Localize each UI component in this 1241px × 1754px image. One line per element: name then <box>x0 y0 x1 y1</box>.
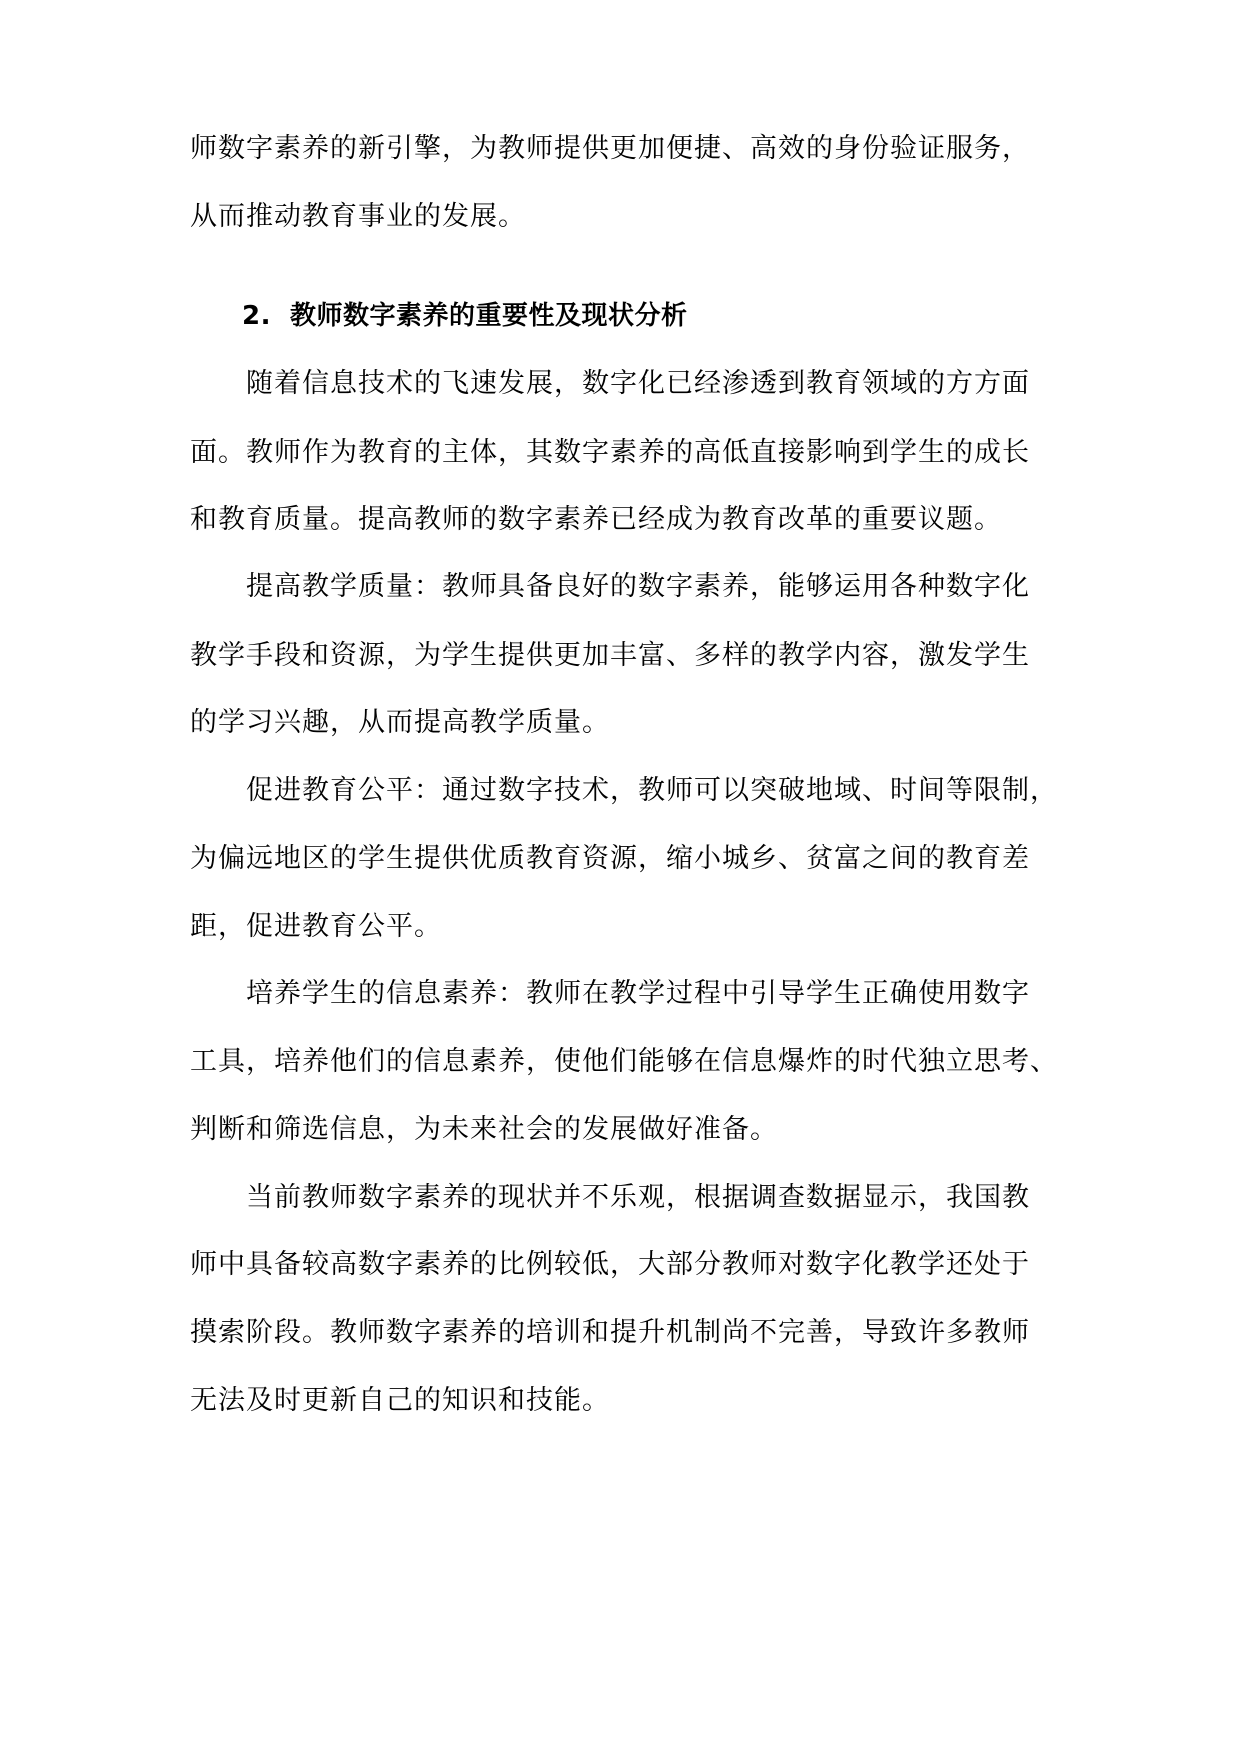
paragraph-line: 无法及时更新自己的知识和技能。 <box>190 1385 610 1416</box>
paragraph-line: 工具，培养他们的信息素养，使他们能够在信息爆炸的时代独立思考、 <box>190 1046 1058 1077</box>
paragraph-line: 为偏远地区的学生提供优质教育资源，缩小城乡、贫富之间的教育差 <box>190 843 1030 874</box>
intro-line: 从而推动教育事业的发展。 <box>190 201 526 232</box>
intro-line: 师数字素养的新引擎，为教师提供更加便捷、高效的身份验证服务， <box>190 133 1030 164</box>
paragraph-line: 培养学生的信息素养：教师在教学过程中引导学生正确使用数字 <box>246 978 1030 1009</box>
section-heading <box>242 296 1102 336</box>
paragraph-line: 摸索阶段。教师数字素养的培训和提升机制尚不完善，导致许多教师 <box>190 1317 1030 1348</box>
section-title: 教师数字素养的重要性及现状分析 <box>290 301 688 331</box>
paragraph-line: 距，促进教育公平。 <box>190 911 442 942</box>
section-number: 2. <box>242 301 271 331</box>
paragraph-line: 判断和筛选信息，为未来社会的发展做好准备。 <box>190 1114 778 1145</box>
paragraph-line: 的学习兴趣，从而提高教学质量。 <box>190 707 610 738</box>
paragraph-line: 促进教育公平：通过数字技术，教师可以突破地域、时间等限制， <box>246 775 1058 806</box>
paragraph-line: 提高教学质量：教师具备良好的数字素养，能够运用各种数字化 <box>246 571 1030 602</box>
paragraph-line: 随着信息技术的飞速发展，数字化已经渗透到教育领域的方方面 <box>246 368 1030 399</box>
paragraph-line: 师中具备较高数字素养的比例较低，大部分教师对数字化教学还处于 <box>190 1249 1030 1280</box>
paragraph-line: 当前教师数字素养的现状并不乐观，根据调查数据显示，我国教 <box>246 1182 1030 1213</box>
paragraph-line: 教学手段和资源，为学生提供更加丰富、多样的教学内容，激发学生 <box>190 640 1030 671</box>
paragraph-line: 和教育质量。提高教师的数字素养已经成为教育改革的重要议题。 <box>190 504 1002 535</box>
paragraph-line: 面。教师作为教育的主体，其数字素养的高低直接影响到学生的成长 <box>190 437 1030 468</box>
